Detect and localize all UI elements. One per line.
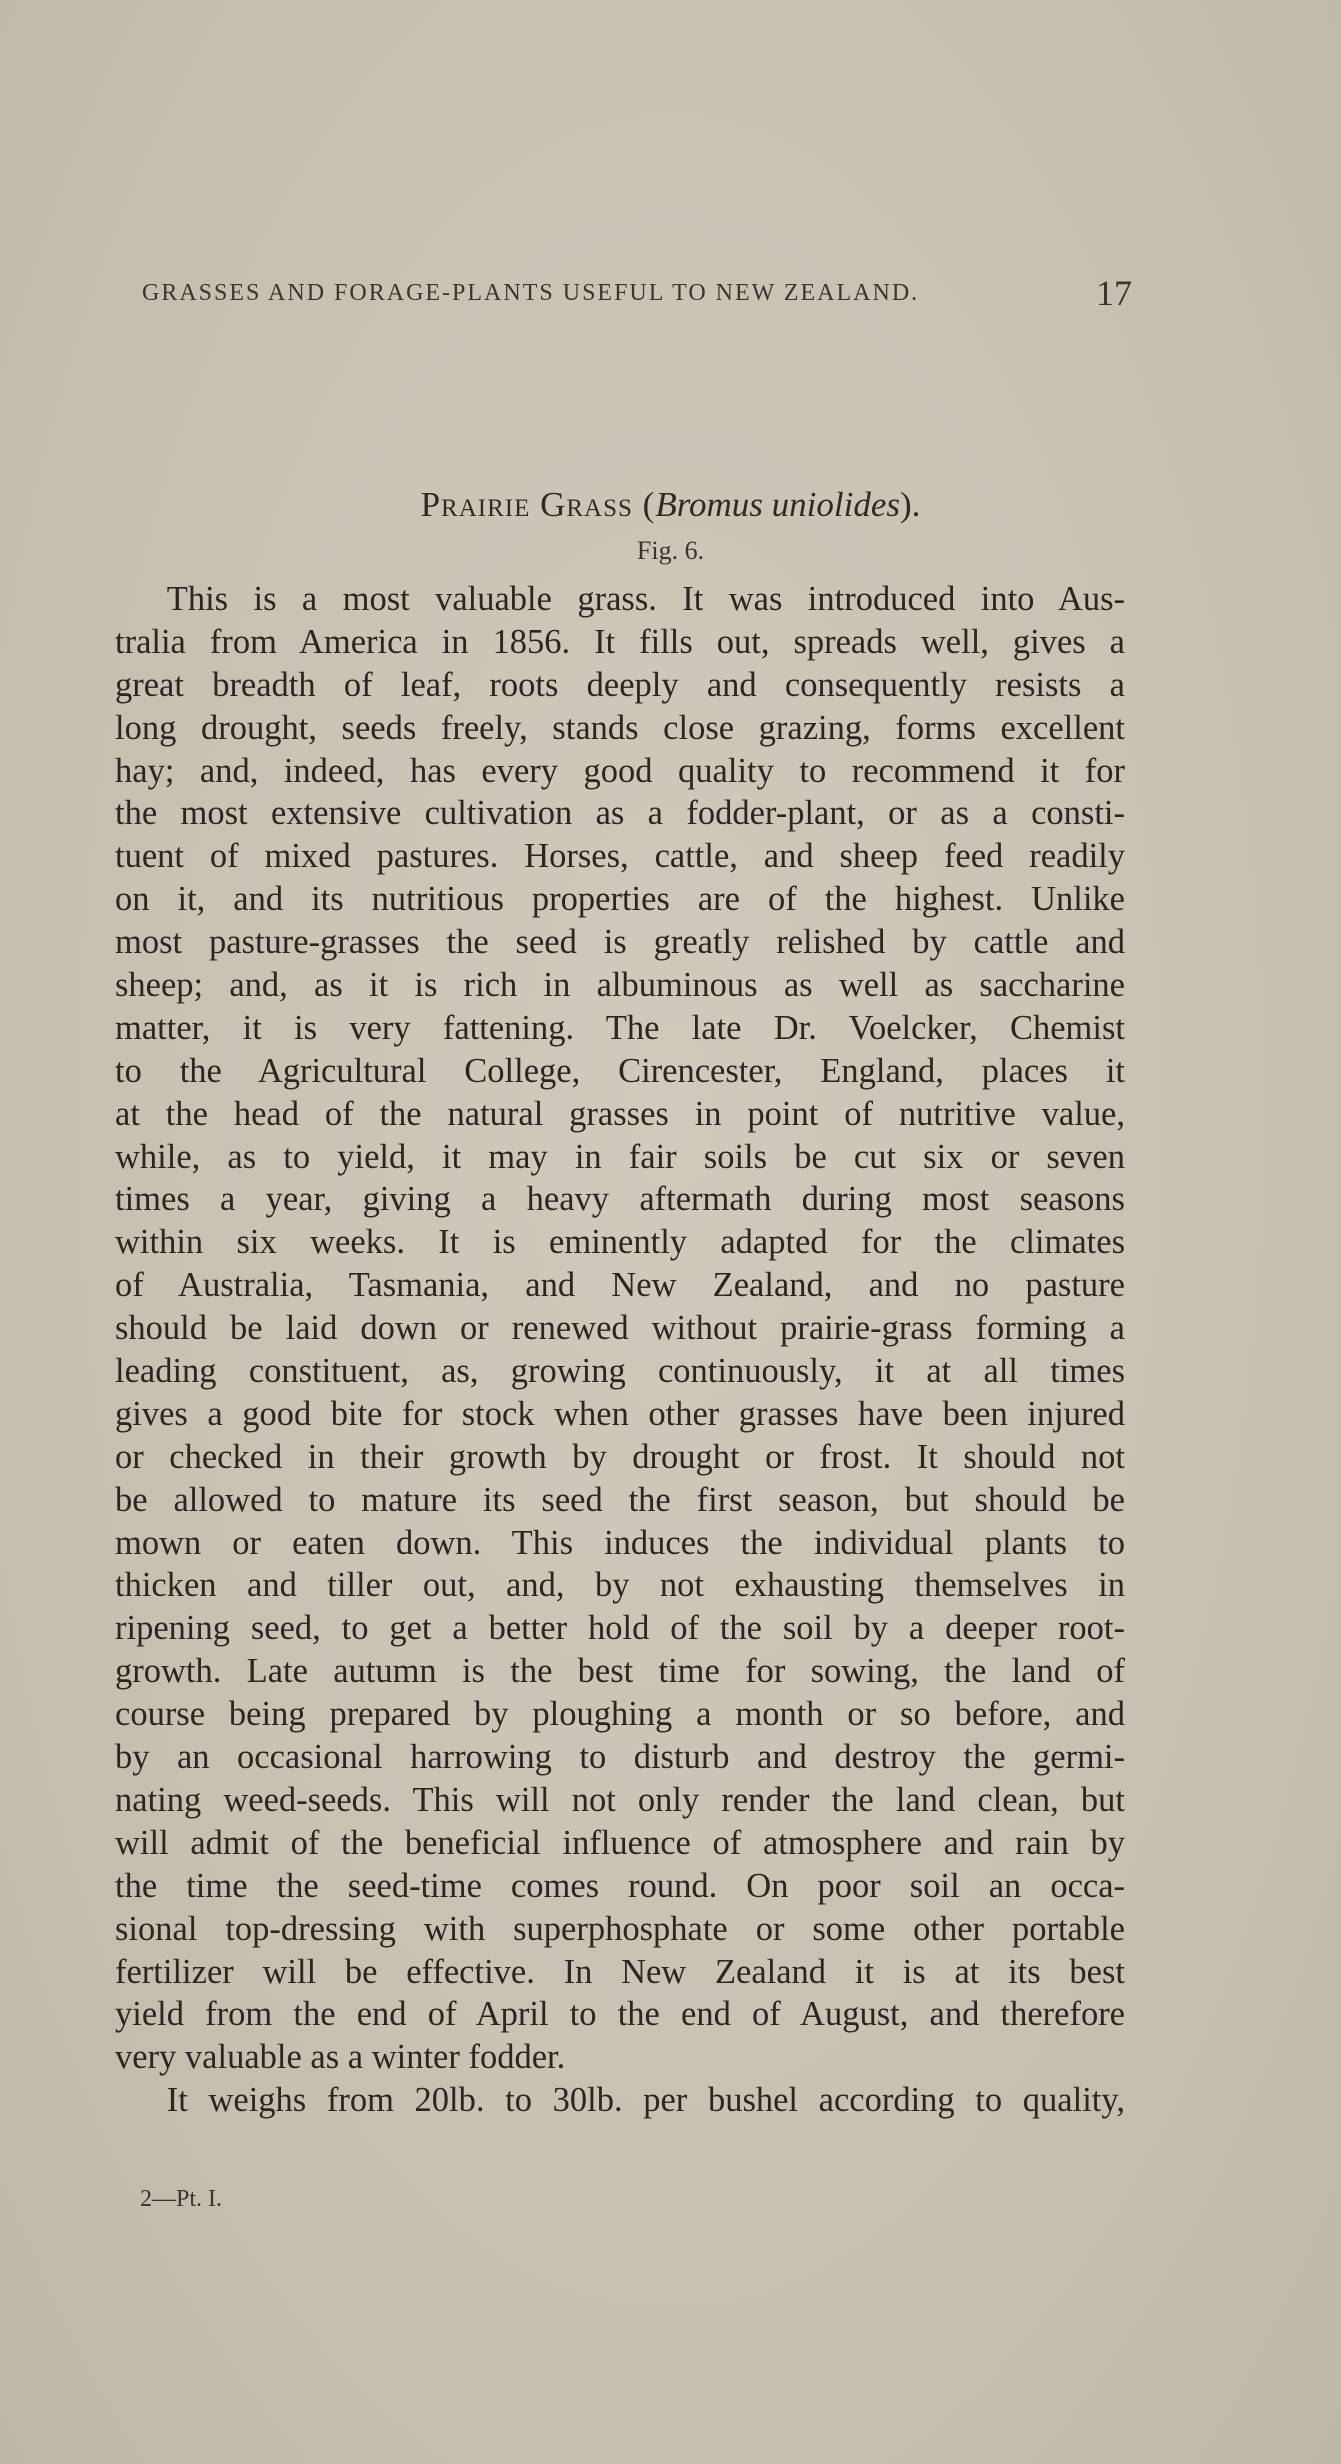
body-line: gives a good bite for stock when other grasses have been injured: [115, 1394, 1125, 1433]
page-number: 17: [1096, 273, 1132, 313]
body-line: at the head of the natural grasses in point of nutritive value,: [115, 1094, 1125, 1133]
body-line: long drought, seeds freely, stands close grazing, forms excellent: [115, 708, 1125, 747]
body-line: the time the seed-time comes round. On poor soil an occa-: [115, 1866, 1125, 1905]
heading-suffix: ).: [900, 485, 921, 524]
figure-label: Fig. 6.: [636, 536, 705, 565]
heading-prefix: Prairie Grass (: [420, 485, 656, 524]
body-line: to the Agricultural College, Cirencester, England, places it: [115, 1051, 1125, 1090]
body-line: be allowed to mature its seed the first season, but should be: [115, 1480, 1125, 1519]
body-line: nating weed-seeds. This will not only render the land clean, but: [115, 1780, 1125, 1819]
body-line: by an occasional harrowing to disturb and destroy the germi-: [115, 1738, 1125, 1777]
body-line: great breadth of leaf, roots deeply and consequently resists a: [115, 665, 1125, 704]
body-line: tralia from America in 1856. It fills out, spreads well, gives a: [115, 622, 1125, 661]
body-line: on it, and its nutritious properties are of the highest. Unlike: [115, 880, 1125, 919]
body-line: matter, it is very fattening. The late Dr. Voelcker, Chemist: [115, 1008, 1125, 1047]
body-line: while, as to yield, it may in fair soils be cut six or seven: [115, 1137, 1125, 1176]
body-line: This is a most valuable grass. It was introduced into Aus-: [115, 580, 1125, 618]
body-line: mown or eaten down. This induces the individual plants to: [115, 1523, 1125, 1562]
body-line: within six weeks. It is eminently adapted for the climates: [115, 1223, 1125, 1262]
body-line: growth. Late autumn is the best time for sowing, the land of: [115, 1652, 1125, 1691]
body-line: the most extensive cultivation as a fodder-plant, or as a consti-: [115, 794, 1125, 833]
heading-latin-name: Bromus uniolides: [655, 485, 901, 524]
body-line: tuent of mixed pastures. Horses, cattle, and sheep feed readily: [115, 837, 1125, 876]
body-line: course being prepared by ploughing a month or so before, and: [115, 1695, 1125, 1734]
body-line: sheep; and, as it is rich in albuminous as well as saccharine: [115, 966, 1125, 1005]
body-line: leading constituent, as, growing continuously, it at all times: [115, 1352, 1125, 1391]
body-line: thicken and tiller out, and, by not exhausting themselves in: [115, 1566, 1125, 1605]
body-line: very valuable as a winter fodder.: [115, 2038, 566, 2077]
body-line: fertilizer will be effective. In New Zealand it is at its best: [115, 1952, 1125, 1991]
body-line: yield from the end of April to the end of August, and therefore: [115, 1995, 1125, 2034]
body-line: will admit of the beneficial influence of atmosphere and rain by: [115, 1823, 1125, 1862]
body-line: hay; and, indeed, has every good quality to recommend it for: [115, 751, 1125, 790]
body-line: should be laid down or renewed without prairie-grass forming a: [115, 1309, 1125, 1348]
running-head: [142, 272, 1132, 322]
body-line: It weighs from 20lb. to 30lb. per bushel according to quality,: [115, 2081, 1125, 2120]
body-text: [115, 578, 1125, 2122]
section-heading: [0, 485, 1341, 525]
body-line: ripening seed, to get a better hold of the soil by a deeper root-: [115, 1609, 1125, 1648]
signature-mark: 2—Pt. I.: [140, 2186, 223, 2212]
body-line: sional top-dressing with superphosphate or some other portable: [115, 1909, 1125, 1948]
running-title: GRASSES AND FORAGE-PLANTS USEFUL TO NEW ZEALAND.: [142, 280, 920, 306]
body-line: times a year, giving a heavy aftermath during most seasons: [115, 1180, 1125, 1219]
body-line: or checked in their growth by drought or frost. It should not: [115, 1437, 1125, 1476]
body-line: of Australia, Tasmania, and New Zealand, and no pasture: [115, 1266, 1125, 1305]
body-line: most pasture-grasses the seed is greatly relished by cattle and: [115, 923, 1125, 962]
